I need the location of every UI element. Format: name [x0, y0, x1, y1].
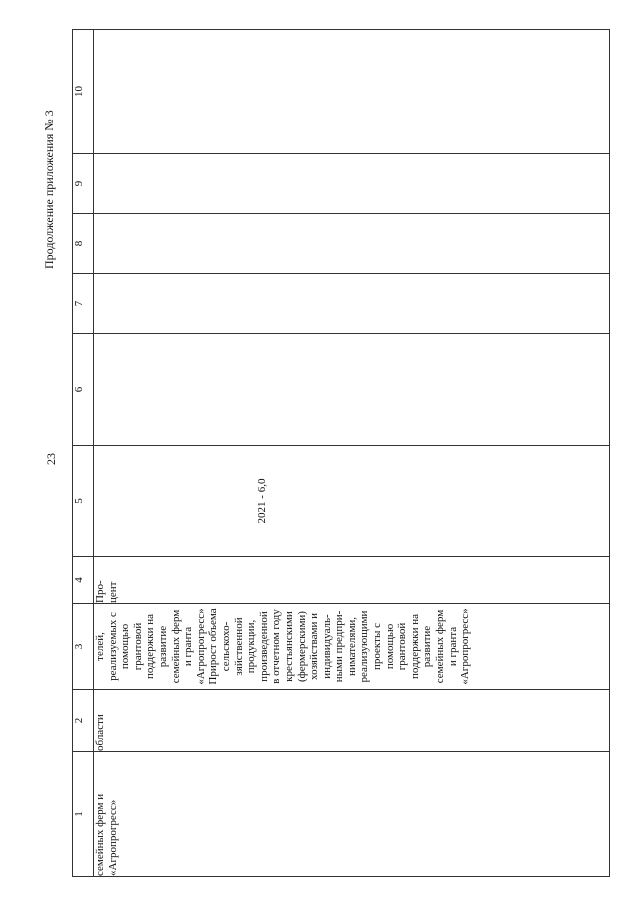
table-header-row — [73, 30, 94, 877]
cell-col8 — [94, 214, 610, 274]
header-cell: 6 — [73, 334, 94, 446]
text-line: грантовой — [396, 622, 409, 671]
text-line: индивидуаль- — [320, 614, 333, 679]
text-line: хозяйствами и — [308, 613, 321, 680]
header-cell: 9 — [73, 154, 94, 214]
cell-col5 — [94, 446, 610, 557]
text-line: телей, — [94, 632, 106, 661]
text-line: зяйственной — [232, 617, 245, 676]
header-cell: 1 — [73, 752, 94, 877]
value-2021: 2021 - 6,0 — [256, 478, 268, 524]
text-line: помощью — [119, 623, 132, 670]
text-line: развитие — [421, 625, 434, 668]
text-line: помощью — [383, 623, 396, 670]
appendix-table — [72, 29, 610, 877]
text-line: семейных ферм и — [94, 793, 106, 876]
text-line: реализуемых с — [106, 612, 119, 681]
text-line: крестьянскими — [282, 611, 295, 682]
header-cell: 8 — [73, 214, 94, 274]
text-line: цент — [106, 581, 119, 603]
header-cell: 5 — [73, 446, 94, 557]
header-cell: 7 — [73, 274, 94, 334]
text-line: реализующими — [358, 610, 371, 683]
text-line: проекты с — [371, 623, 384, 670]
text-line: грантовой — [131, 622, 144, 671]
text-line: поддержки на — [144, 614, 157, 679]
text-line: развитие — [156, 625, 169, 668]
text-line: Про- — [94, 580, 106, 603]
text-line: нимателями, — [345, 616, 358, 677]
cell-col3 — [94, 604, 610, 690]
table-row — [94, 30, 610, 877]
header-cell: 10 — [73, 30, 94, 154]
cell-col4 — [94, 557, 610, 604]
cell-col6 — [94, 334, 610, 446]
text-line: семейных ферм — [169, 609, 182, 684]
text-line: Прирост объема — [207, 608, 220, 685]
header-cell: 3 — [73, 604, 94, 690]
text-line: поддержки на — [408, 614, 421, 679]
text-line: в отчетном году — [270, 609, 283, 684]
text-line: «Агропрогресс» — [459, 608, 472, 685]
text-line: семейных ферм — [434, 609, 447, 684]
text-line: и гранта — [182, 626, 195, 667]
cell-col10 — [94, 30, 610, 154]
text-line: сельскохо- — [219, 621, 232, 672]
text-line: области — [94, 714, 106, 751]
text-line: и гранта — [446, 626, 459, 667]
cell-col9 — [94, 154, 610, 214]
text-line: произведенной — [257, 611, 270, 682]
text-line: ными предпри- — [333, 610, 346, 683]
cell-col1 — [94, 752, 610, 877]
text-line: (фермерскими) — [295, 611, 308, 682]
text-line: продукции, — [245, 619, 258, 674]
page-number: 23 — [44, 453, 58, 465]
header-cell: 2 — [73, 690, 94, 752]
header-cell: 4 — [73, 557, 94, 604]
text-line: «Агропрогресс» — [106, 799, 119, 876]
continuation-label: Продолжение приложения № 3 — [42, 110, 56, 269]
cell-col7 — [94, 274, 610, 334]
cell-col2 — [94, 690, 610, 752]
text-line: «Агропрогресс» — [194, 608, 207, 685]
